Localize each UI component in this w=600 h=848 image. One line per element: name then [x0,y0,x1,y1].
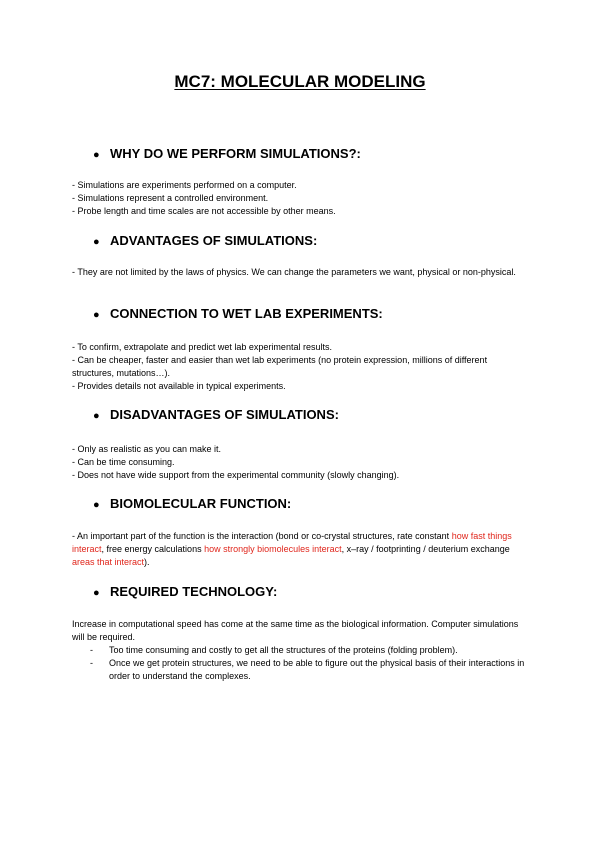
section-heading-text: WHY DO WE PERFORM SIMULATIONS?: [110,146,361,161]
body-line: - They are not limited by the laws of physics. We can change the parameters we want, physical or non-physical. [72,267,516,277]
section-heading-biomolecular-function [93,496,291,511]
dash-list [72,644,527,683]
paragraph-text: ). [144,557,150,567]
section-heading-why-simulations [93,146,361,161]
paragraph-text: , x–ray / footprinting / deuterium exchange [341,544,510,554]
section-heading-text: BIOMOLECULAR FUNCTION: [110,496,292,511]
bullet-icon: ● [93,499,100,511]
bullet-icon: ● [93,587,100,599]
section-body-required-technology [72,618,527,683]
section-heading-required-technology [93,584,277,599]
list-item-text: Once we get protein structures, we need to be able to figure out the physical basis of their interactions in order to understand the complexes. [109,658,525,681]
document-title: MC7: MOLECULAR MODELING [174,72,426,91]
bullet-icon: ● [93,236,100,248]
section-heading-text: DISADVANTAGES OF SIMULATIONS: [110,407,339,422]
body-line: - Only as realistic as you can make it. [72,444,222,454]
bullet-icon: ● [93,309,100,321]
bullet-icon: ● [93,410,100,422]
body-line: - Can be cheaper, faster and easier than wet lab experiments (no protein expression, millions of different structures, mutations…). [72,355,488,378]
body-line: - Can be time consuming. [72,457,175,467]
highlight-text: how fast things interact [72,531,512,554]
section-heading-disadvantages [93,407,339,422]
dash-marker: - [90,645,93,655]
section-heading-advantages [93,233,317,248]
section-heading-wet-lab [93,306,383,321]
body-paragraph [72,530,522,569]
section-heading-text: ADVANTAGES OF SIMULATIONS: [110,233,318,248]
body-paragraph: Increase in computational speed has come at the same time as the biological information. Computer simulations will be required. [72,619,519,642]
highlight-text: areas that interact [72,557,145,567]
paragraph-text: , free energy calculations [101,544,205,554]
dash-marker: - [90,658,93,668]
body-line: - Does not have wide support from the experimental community (slowly changing). [72,470,400,480]
list-item [72,644,527,657]
section-body-why-simulations [72,179,542,218]
body-line: - Simulations represent a controlled environment. [72,193,269,203]
body-line: - Provides details not available in typical experiments. [72,381,286,391]
section-body-advantages [72,266,517,279]
paragraph-text: - An important part of the function is the interaction (bond or co-crystal structures, rate constant [72,531,452,541]
section-body-biomolecular-function [72,530,522,569]
bullet-icon: ● [93,149,100,161]
section-heading-text: REQUIRED TECHNOLOGY: [110,584,278,599]
highlight-text: how strongly biomolecules interact [204,544,342,554]
body-line: - To confirm, extrapolate and predict wet lab experimental results. [72,342,332,352]
section-heading-text: CONNECTION TO WET LAB EXPERIMENTS: [110,306,383,321]
list-item [72,657,527,683]
section-body-wet-lab [72,341,512,393]
body-line: - Simulations are experiments performed on a computer. [72,180,297,190]
body-line: - Probe length and time scales are not accessible by other means. [72,206,336,216]
list-item-text: Too time consuming and costly to get all the structures of the proteins (folding problem). [109,645,458,655]
section-body-disadvantages [72,443,542,482]
